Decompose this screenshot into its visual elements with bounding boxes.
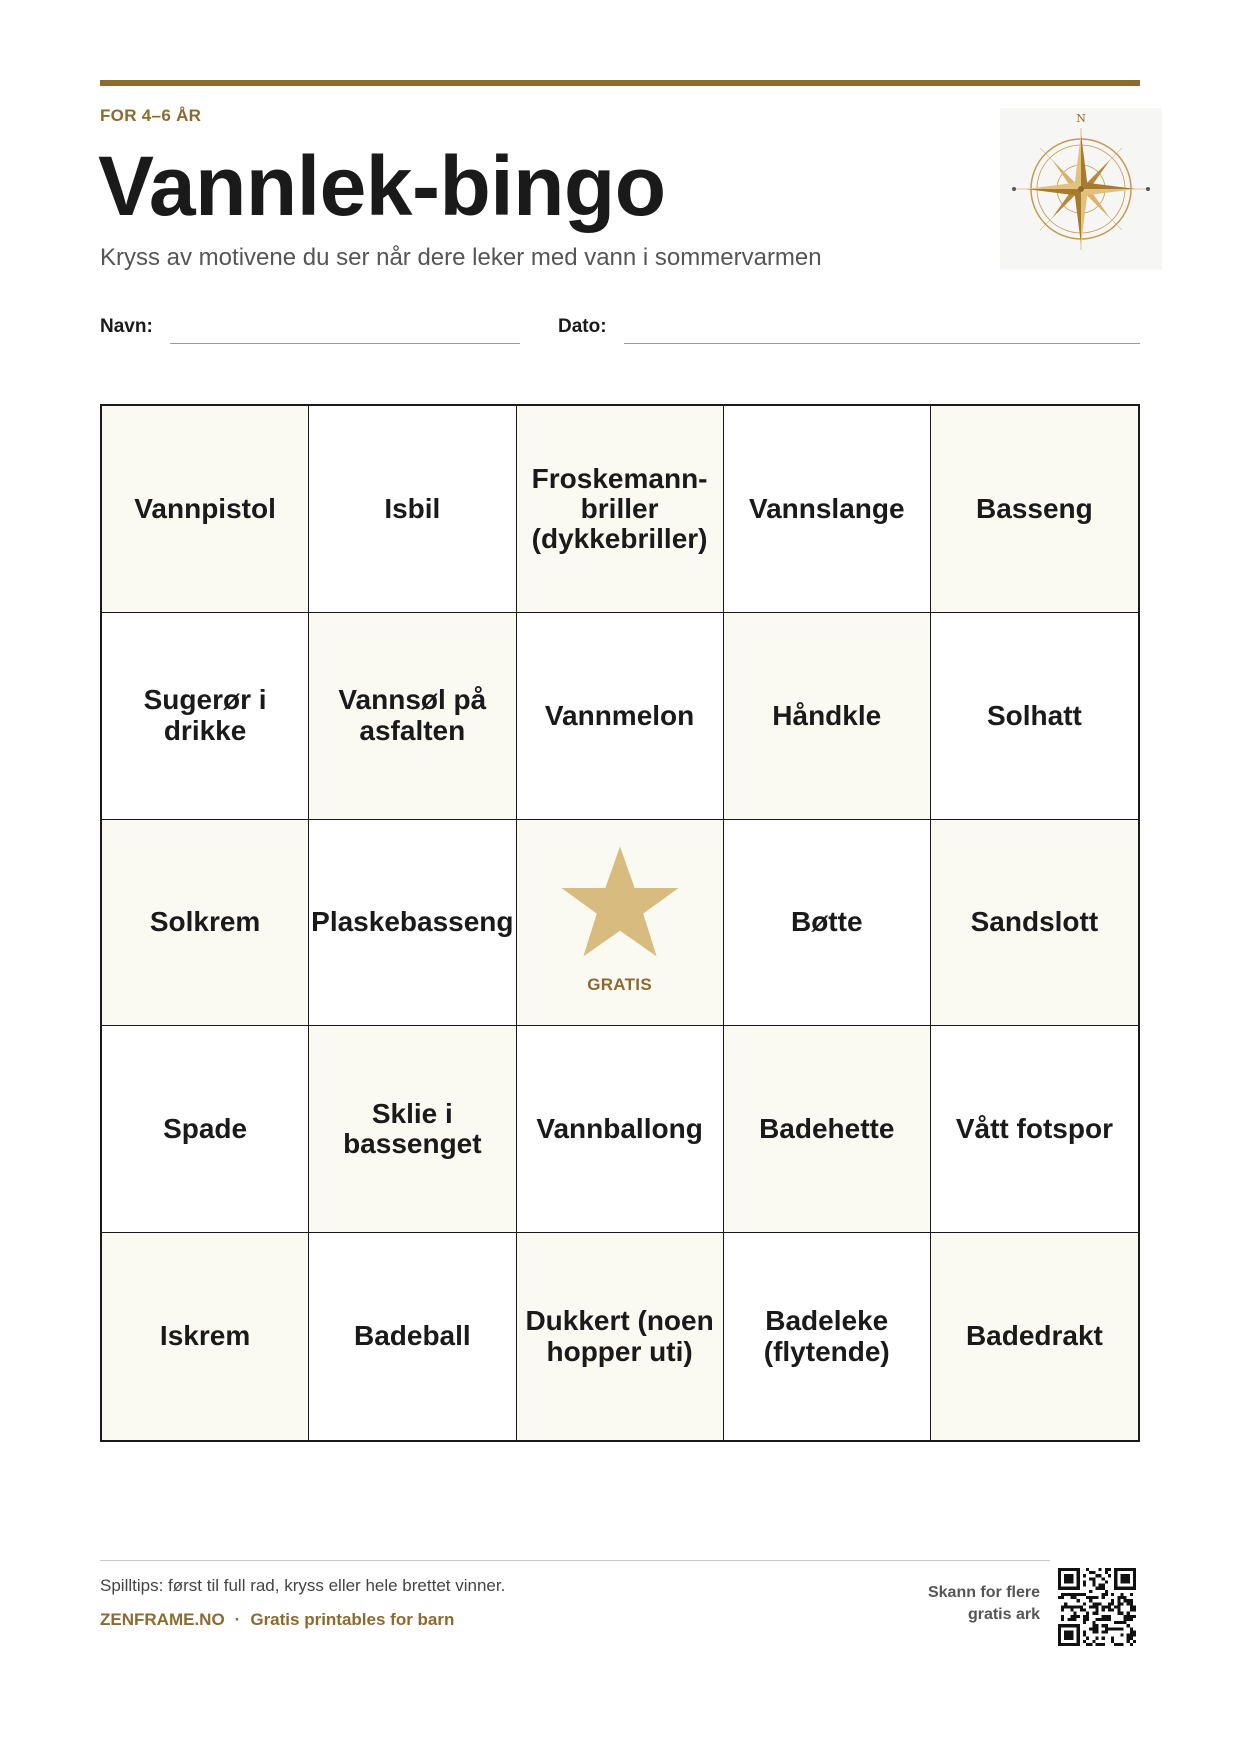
brand-separator: · [234,1610,241,1629]
qr-code-icon[interactable] [1058,1568,1136,1646]
bingo-cell-label: Vannsøl på asfalten [338,684,487,746]
age-tag: FOR 4–6 ÅR [100,106,202,125]
bingo-cell[interactable] [931,820,1138,1027]
bingo-cell[interactable] [931,1026,1138,1233]
bingo-cell[interactable] [724,406,931,613]
bingo-cell[interactable] [102,613,309,820]
top-accent-bar [100,80,1140,86]
bingo-board [100,404,1140,1442]
scan-line-1: Skann for flere [927,1584,1040,1601]
bingo-cell-label: Dukkert (noen hopper uti) [525,1305,714,1367]
bingo-cell-label: Sugerør i drikke [143,684,267,746]
bingo-cell-label: Badeleke (flytende) [763,1305,890,1367]
bingo-cell-label: Badedrakt [965,1320,1103,1352]
bingo-cell-label: Solkrem [149,906,261,938]
bingo-cell-label: Badeball [353,1320,471,1352]
bingo-cell[interactable] [102,1026,309,1233]
bingo-cell-label: Vannballong [536,1113,703,1145]
date-label: Dato: [558,316,607,337]
brand-tagline: Gratis printables for barn [250,1610,455,1629]
bingo-cell-label: Badehette [759,1113,895,1145]
bingo-cell[interactable] [517,613,724,820]
name-label: Navn: [100,316,153,337]
star-icon [557,844,683,960]
bingo-cell-label: Froskemann-briller (dykkebriller) [531,462,708,555]
bingo-cell-label: Basseng [976,492,1093,524]
bingo-cell[interactable] [931,1233,1138,1440]
bingo-cell-label: Iskrem [159,1320,251,1352]
scan-line-2: gratis ark [967,1606,1040,1624]
bingo-cell[interactable] [309,1233,516,1440]
bingo-cell-label: Håndkle [772,699,882,731]
bingo-cell[interactable] [724,613,931,820]
footer-divider [100,1560,1050,1561]
compass-north-label: N [1076,112,1086,125]
game-tip: Spilltips: først til full rad, kryss eller hele brettet vinner. [100,1576,506,1595]
free-space-label: GRATIS [587,975,652,995]
bingo-cell[interactable] [517,1233,724,1440]
bingo-cell[interactable] [724,1233,931,1440]
page-title: Vannlek-bingo [98,139,666,233]
name-field[interactable] [170,343,520,344]
bingo-cell-label: Sandslott [970,906,1099,938]
bingo-cell-label: Sklie i bassenget [343,1098,482,1160]
bingo-cell[interactable] [517,1026,724,1233]
compass-rose-icon [1000,108,1162,270]
bingo-cell-label: Isbil [384,492,441,524]
bingo-cell-label: Spade [163,1113,248,1145]
bingo-cell[interactable] [517,406,724,613]
date-field[interactable] [624,343,1140,344]
bingo-cell[interactable] [102,406,309,613]
bingo-cell-label: Vannmelon [544,699,695,731]
bingo-cell-label: Vått fotspor [955,1113,1113,1145]
bingo-cell[interactable] [931,406,1138,613]
bingo-cell-label: Plaskebasseng [311,906,514,938]
bingo-cell[interactable] [724,1026,931,1233]
bingo-cell[interactable] [724,820,931,1027]
bingo-cell[interactable] [102,1233,309,1440]
brand-line [100,1610,454,1630]
bingo-cell[interactable] [309,820,516,1027]
bingo-cell[interactable] [309,613,516,820]
scan-prompt [928,1582,1040,1627]
bingo-cell[interactable] [102,820,309,1027]
bingo-cell-label: Vannslange [748,492,905,524]
bingo-cell[interactable] [309,406,516,613]
bingo-cell-label: Solhatt [986,699,1082,731]
bingo-cell-label: Vannpistol [134,492,276,524]
brand-name[interactable]: ZENFRAME.NO [100,1610,225,1629]
bingo-cell[interactable] [309,1026,516,1233]
free-space-cell[interactable] [517,820,724,1027]
bingo-cell-label: Bøtte [790,906,863,938]
page-subtitle: Kryss av motivene du ser når dere leker med vann i sommervarmen [100,244,822,271]
bingo-cell[interactable] [931,613,1138,820]
